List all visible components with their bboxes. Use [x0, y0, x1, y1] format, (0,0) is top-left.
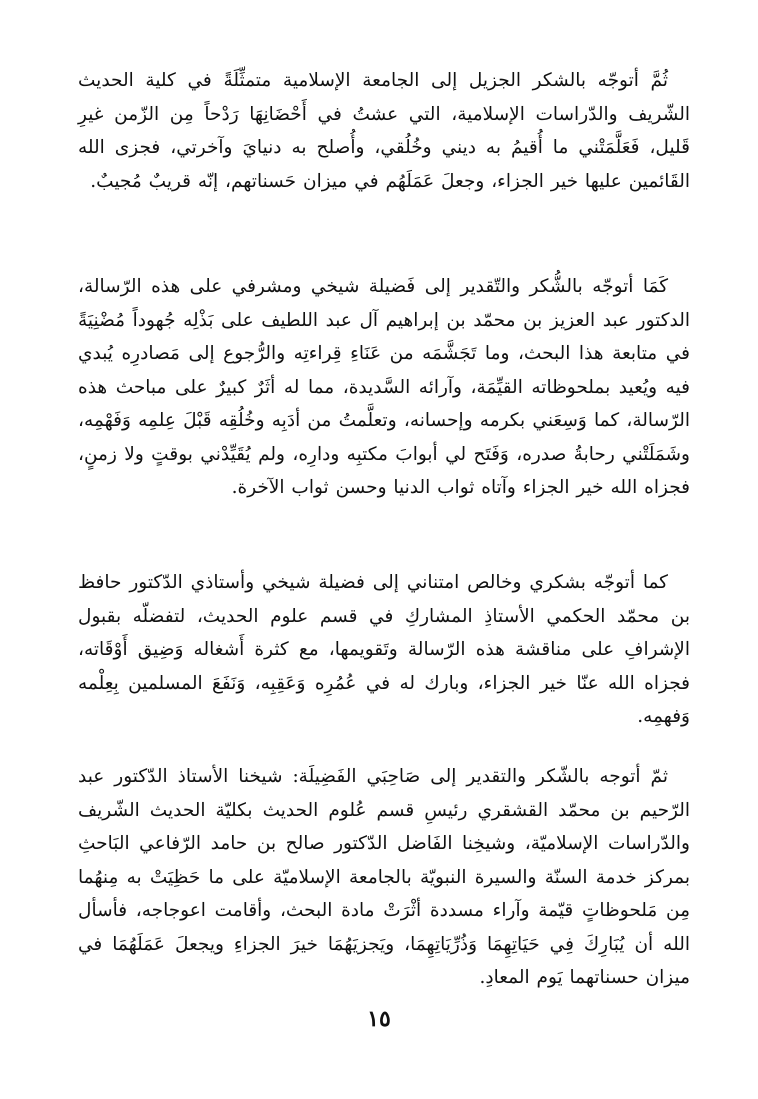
paragraph-university-thanks: ثُمَّ أتوجّه بالشكر الجزيل إلى الجامعة الإسلامية متمثِّلَةً في كلية الحديث الشّريف والدّراسات الإسلامية، التي عشتُ في أَحْضَانِهَا رَدْحاً مِن الزّمن غيرِ قَليل، فَعَلَّمَتْني ما أُقيمُ به ديني وخُلُقي، وأُصلح به دنيايَ وآخرتي، فجزى الله القَائمين عليها خير الجزاء، وجعلَ عَمَلَهُم في ميزان حَسناتهم، إنّه قريبٌ مُجيبٌ.: [78, 70, 690, 192]
page-number: ١٥: [367, 1006, 391, 1032]
paragraph-examiner-thanks: كما أتوجّه بشكري وخالص امتناني إلى فضيلة شيخي وأستاذي الدّكتور حافظ بن محمّد الحكمي الأستاذِ المشاركِ في قسم علوم الحديث، لتفضلّه بقبول الإشرافِ على مناقشة هذه الرّسالة وتَقويمها، مع كثرة أَشغاله وَضِيق أَوْقَاته، فجزاه الله عنّا خير الجزاء، وبارك له في عُمُرِه وَعَقِبِه، وَنَفَعَ المسلمين بِعِلْمه وَفهمِه.: [78, 572, 690, 727]
paragraph-two-sheikhs-thanks: ثمّ أتوجه بالشّكر والتقدير إلى صَاحِبَي الفَضِيلَة: شيخنا الأستاذ الدّكتور عبد الرّحيم بن محمّد القشقري رئيسِ قسم عُلوم الحديث بكليّة الحديث الشّريف والدّراسات الإسلاميّة، وشيخِنا الفَاضل الدّكتور صالح بن حامد الرّفاعي البَاحثِ بمركز خدمة السنّة والسيرة النبويّة بالجامعة الإسلاميّة على ما حَظِيَتْ به مِنهُما مِن مَلحوظاتٍ قيّمة وآراء مسددة أثْرَتْ مادة البحث، وأقامت اعوجاجه، فأسأل الله أن يُبَارِكَ فِي حَيَاتِهِمَا وَذُرِّيَاتِهِمَا، ويَجزيَهُمَا خيرَ الجزاءِ ويجعلَ عَمَلَهُمَا في ميزان حسناتهما يَوم المعادِ.: [78, 766, 690, 988]
paragraph-supervisor-thanks: كَمَا أتوجّه بالشُّكر والتّقدير إلى فَضيلة شيخي ومشرفي على هذه الرّسالة، الدكتور عبد العزيز بن محمّد بن إبراهيم آل عبد اللطيف على بَذْلِه جُهوداً مُضْنِيَةً في متابعة هذا البحث، وما تَجَشَّمَه من عَنَاءِ قِراءتِه والرُّجوع إلى مَصادرِه يُبدي فيه ويُعيد بملحوظاته القيِّمَة، وآرائه السَّديدة، مما له أثَرٌ كبيرٌ على مباحث هذه الرّسالة، كما وَسِعَني بكرمه وإحسانه، وتعلَّمتُ من أدَبِه وخُلُقِه قَبْلَ عِلمِه وَفَهْمِه، وشَمَلَتْني رحابةُ صدره، وَفَتَح لي أبوابَ مكتبِه ودارِه، ولم يُقَيِّدْني بوقتٍ ولا زمنٍ، فجزاه الله خير الجزاء وآتاه ثواب الدنيا وحسن ثواب الآخرة.: [78, 276, 690, 498]
